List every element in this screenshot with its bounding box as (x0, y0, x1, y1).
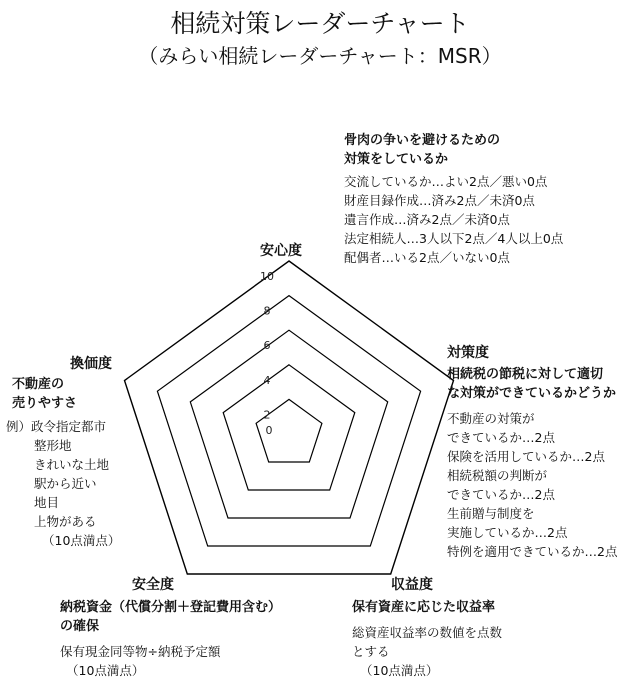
taisaku-heading-2: な対策ができているかどうか (447, 386, 617, 401)
shueki-item: 総資産収益率の数値を点数 (352, 625, 503, 640)
taisaku-heading-1: 相続税の節税に対して適切 (447, 367, 604, 382)
taisaku-description (447, 365, 617, 561)
taisaku-item: 生前贈与制度を (447, 506, 535, 521)
anzen-description (60, 598, 281, 680)
grid-ring-10 (125, 261, 454, 574)
anshin-description (344, 131, 563, 267)
anshin-item: 配偶者…いる2点／いない0点 (344, 250, 510, 265)
tick-label-2: 2 (263, 408, 271, 422)
tick-label-4: 4 (263, 373, 271, 387)
shueki-item: （10点満点） (360, 663, 439, 678)
kanka-item: 地目 (34, 495, 60, 510)
kanka-item: 駅から近い (34, 476, 97, 491)
kanka-description (6, 375, 121, 550)
taisaku-item: できているか…2点 (447, 487, 555, 502)
grid-ring-4 (223, 365, 355, 490)
tick-label-8: 8 (263, 304, 271, 318)
page-title: 相続対策レーダーチャート (170, 9, 470, 38)
taisaku-item: 特例を適用できているか…2点 (447, 544, 618, 559)
shueki-item: とする (352, 644, 390, 659)
tick-label-6: 6 (263, 339, 271, 353)
axis-label-anzen: 安全度 (132, 577, 174, 593)
tick-label-0: 0 (265, 424, 273, 437)
taisaku-item: できているか…2点 (447, 430, 555, 445)
anshin-item: 交流しているか…よい2点／悪い0点 (344, 174, 548, 189)
shueki-description (352, 598, 502, 680)
taisaku-item: 実施しているか…2点 (447, 525, 568, 540)
axis-label-taisaku: 対策度 (447, 345, 489, 361)
kanka-item: きれいな土地 (34, 457, 110, 472)
tick-label-10: 10 (260, 270, 274, 283)
anshin-heading-2: 対策をしているか (344, 152, 449, 167)
page-subtitle: （みらい相続レーダーチャート：MSR） (138, 44, 502, 68)
anshin-heading-1: 骨肉の争いを避けるための (344, 133, 501, 148)
kanka-item: 上物がある (34, 514, 97, 529)
axis-label-shueki: 収益度 (391, 577, 433, 593)
taisaku-item: 相続税額の判断が (447, 468, 548, 483)
axis-label-anshin: 安心度 (260, 243, 302, 259)
kanka-item: 整形地 (34, 438, 72, 453)
taisaku-item: 保険を活用しているか…2点 (447, 449, 605, 464)
kanka-heading-2: 売りやすさ (12, 396, 78, 411)
anzen-heading-1: 納税資金（代償分割＋登記費用含む） (60, 600, 282, 615)
anshin-item: 法定相続人…3人以下2点／4人以上0点 (344, 231, 564, 246)
anshin-item: 遺言作成…済み2点／未済0点 (344, 212, 510, 227)
anshin-item: 財産目録作成…済み2点／未済0点 (344, 193, 535, 208)
anzen-heading-2: の確保 (60, 619, 100, 634)
axis-label-kanka: 換価度 (70, 356, 112, 372)
anzen-item: 保有現金同等物÷納税予定額 (60, 644, 221, 659)
shueki-heading-1: 保有資産に応じた収益率 (352, 600, 496, 615)
kanka-item: （10点満点） (42, 533, 121, 548)
taisaku-item: 不動産の対策が (447, 411, 535, 426)
anzen-item: （10点満点） (66, 663, 145, 678)
kanka-item: 例）政令指定都市 (6, 419, 107, 434)
kanka-heading-1: 不動産の (12, 377, 65, 392)
